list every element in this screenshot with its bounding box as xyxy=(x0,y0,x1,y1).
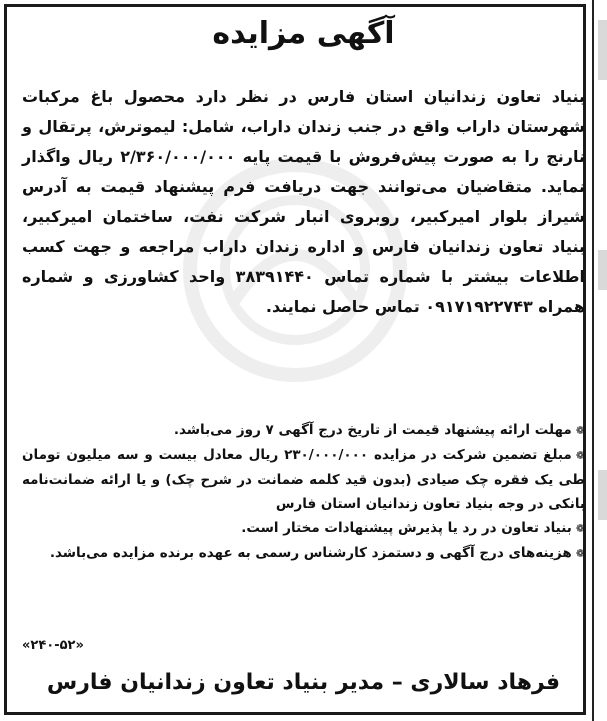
bullet-icon: ❁ xyxy=(575,547,585,560)
edge-fragment xyxy=(598,250,607,290)
notice-code: «۲۴۰-۵۲» xyxy=(22,638,84,653)
bullet-icon: ❁ xyxy=(575,522,585,535)
bullet-icon: ❁ xyxy=(575,449,585,462)
note-item xyxy=(22,516,585,541)
note-text: هزینه‌های درج آگهی و دستمزد کارشناس رسمی به عهده برنده مزایده می‌باشد. xyxy=(49,545,572,561)
note-text: مبلغ تضمین شرکت در مزایده ۲۳۰/۰۰۰/۰۰۰ ریال معادل بیست و سه میلیون تومان طی یک فقره چک صیادی (بدون قید کلمه ضمانت در شرح چک) و یا ارائه ضمانت‌نامه بانکی در وجه بنیاد تعاون زندانیان استان فارس xyxy=(22,447,585,512)
note-text: بنیاد تعاون در رد یا پذیرش پیشنهادات مختار است. xyxy=(241,520,572,536)
edge-fragment xyxy=(598,470,607,520)
adjacent-notice-edge xyxy=(592,0,607,721)
note-text: مهلت ارائه پیشنهاد قیمت از تاریخ درج آگهی ۷ روز می‌باشد. xyxy=(173,422,572,438)
note-item xyxy=(22,443,585,516)
note-item xyxy=(22,418,585,443)
notice-title: آگهی مزایده xyxy=(212,16,395,51)
notice-signature: فرهاد سالاری – مدیر بنیاد تعاون زندانیان فارس xyxy=(46,670,561,695)
bullet-icon: ❁ xyxy=(575,424,585,437)
notice-notes xyxy=(22,418,585,566)
notice-body: بنیاد تعاون زندانیان استان فارس در نظر دارد محصول باغ مرکبات شهرستان داراب واقع در جنب زندان داراب، شامل: لیموترش، پرتقال و نارنج را به صورت پیش‌فروش با قیمت پایه ۲/۳۶۰/۰۰۰/۰۰۰ ریال واگذار نماید. متقاضیان می‌توانند جهت دریافت فرم پیشنهاد قیمت به آدرس شیراز بلوار امیرکبیر، روبروی انبار شرکت نفت، ساختمان امیرکبیر، بنیاد تعاون زندانیان فارس و اداره زندان داراب مراجعه و جهت کسب اطلاعات بیشتر با شماره تماس ۳۸۳۹۱۴۴۰ واحد کشاورزی و شماره همراه ۰۹۱۷۱۹۲۲۷۴۳ تماس حاصل نمایند. xyxy=(22,87,586,316)
note-item xyxy=(22,541,585,566)
